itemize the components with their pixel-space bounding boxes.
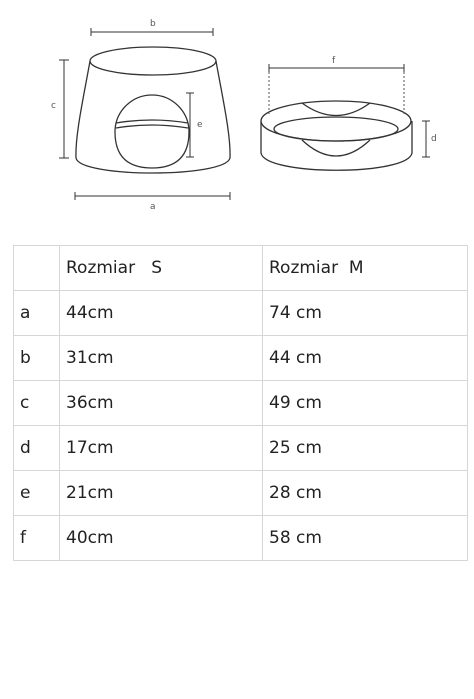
table-row: [14, 426, 468, 471]
row-size-s-value: 17cm: [60, 426, 263, 471]
header-cell-empty: [14, 246, 60, 291]
row-size-m-value: 74 cm: [263, 291, 468, 336]
row-dimension-label: b: [14, 336, 60, 381]
table-row: [14, 516, 468, 561]
row-size-s-value: 21cm: [60, 471, 263, 516]
row-size-s-value: 44cm: [60, 291, 263, 336]
row-size-s-value: 40cm: [60, 516, 263, 561]
row-dimension-label: d: [14, 426, 60, 471]
row-dimension-label: e: [14, 471, 60, 516]
label-c: c: [51, 101, 56, 111]
label-b: b: [150, 19, 156, 29]
table-row: [14, 471, 468, 516]
row-size-m-value: 28 cm: [263, 471, 468, 516]
header-cell-size-m: Rozmiar M: [263, 246, 468, 291]
label-a: a: [150, 202, 156, 212]
table-header-row: [14, 246, 468, 291]
row-size-s-value: 31cm: [60, 336, 263, 381]
dimension-c: [51, 60, 69, 158]
dimension-a: [75, 192, 230, 212]
dimension-b: [91, 19, 213, 36]
label-e: e: [197, 120, 203, 130]
size-table: [13, 245, 468, 561]
row-dimension-label: f: [14, 516, 60, 561]
table-row: [14, 291, 468, 336]
table-row: [14, 336, 468, 381]
row-size-m-value: 49 cm: [263, 381, 468, 426]
label-f: f: [332, 56, 336, 66]
row-size-m-value: 58 cm: [263, 516, 468, 561]
cave-bed-drawing: [76, 47, 230, 173]
label-d: d: [431, 134, 437, 144]
header-cell-size-s: Rozmiar S: [60, 246, 263, 291]
dimension-d: [422, 121, 437, 157]
row-size-s-value: 36cm: [60, 381, 263, 426]
row-dimension-label: a: [14, 291, 60, 336]
table-row: [14, 381, 468, 426]
row-size-m-value: 25 cm: [263, 426, 468, 471]
row-dimension-label: c: [14, 381, 60, 426]
size-table-body: [14, 246, 468, 561]
bowl-cushion-drawing: [261, 101, 412, 170]
row-size-m-value: 44 cm: [263, 336, 468, 381]
dimension-diagram: [0, 0, 474, 220]
